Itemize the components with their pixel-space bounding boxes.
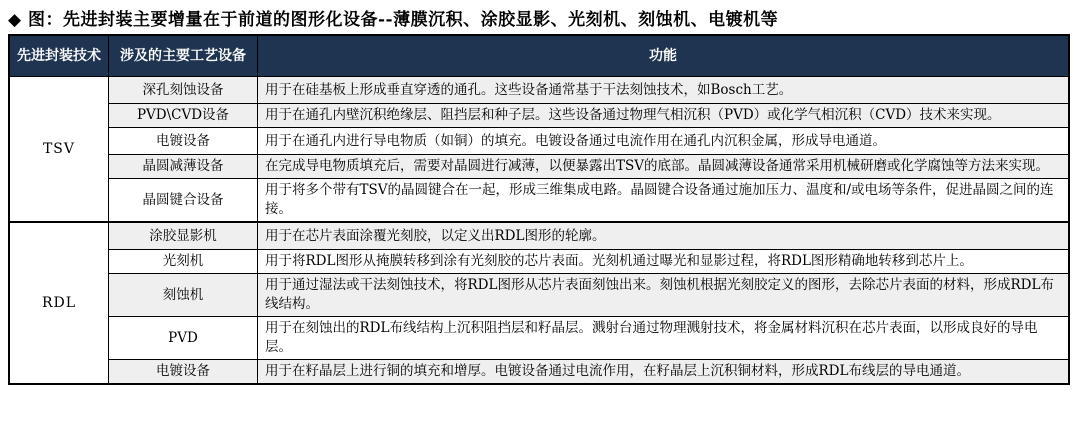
tech-group-rdl: RDL — [9, 222, 109, 384]
function-cell: 用于将多个带有TSV的晶圆键合在一起，形成三维集成电路。晶圆键合设备通过施加压力、温度和/或电场等条件，促进晶圆之间的连接。 — [258, 179, 1070, 223]
equipment-cell: 深孔刻蚀设备 — [109, 77, 258, 104]
equipment-cell: 电镀设备 — [109, 360, 258, 385]
equipment-cell: PVD — [109, 317, 258, 360]
function-cell: 用于在芯片表面涂覆光刻胶，以定义出RDL图形的轮廓。 — [258, 222, 1070, 250]
table-row — [9, 317, 1069, 360]
table-body — [9, 77, 1069, 385]
table-row — [9, 128, 1069, 155]
table-row — [9, 250, 1069, 274]
figure-title: ◆ 图：先进封装主要增量在于前道的图形化设备--薄膜沉积、涂胶显影、光刻机、刻蚀机、电镀机等 — [8, 10, 779, 30]
function-cell: 用于将RDL图形从掩膜转移到涂有光刻胶的芯片表面。光刻机通过曝光和显影过程，将RDL图形精确地转移到芯片上。 — [258, 250, 1070, 274]
header-cell-equipment: 涉及的主要工艺设备 — [109, 35, 258, 77]
table-row — [9, 222, 1069, 250]
function-cell: 用于在通孔内壁沉积绝缘层、阻挡层和种子层。这些设备通过物理气相沉积（PVD）或化学气相沉积（CVD）技术来实现。 — [258, 104, 1070, 128]
table-row — [9, 77, 1069, 104]
equipment-cell: 晶圆键合设备 — [109, 179, 258, 223]
table-row — [9, 274, 1069, 317]
table-row — [9, 104, 1069, 128]
equipment-cell: PVD\CVD设备 — [109, 104, 258, 128]
table-row — [9, 179, 1069, 223]
function-cell: 用于在硅基板上形成垂直穿透的通孔。这些设备通常基于干法刻蚀技术，如Bosch工艺。 — [258, 77, 1070, 104]
equipment-cell: 光刻机 — [109, 250, 258, 274]
equipment-cell: 电镀设备 — [109, 128, 258, 155]
equipment-cell: 晶圆减薄设备 — [109, 155, 258, 179]
header-cell-tech: 先进封装技术 — [9, 35, 109, 77]
advanced-packaging-equipment-table — [8, 34, 1070, 385]
function-cell: 在完成导电物质填充后，需要对晶圆进行减薄，以便暴露出TSV的底部。晶圆减薄设备通常采用机械研磨或化学腐蚀等方法来实现。 — [258, 155, 1070, 179]
table-row — [9, 360, 1069, 385]
function-cell: 用于在通孔内进行导电物质（如铜）的填充。电镀设备通过电流作用在通孔内沉积金属，形成导电通道。 — [258, 128, 1070, 155]
table-header — [9, 35, 1069, 77]
equipment-cell: 涂胶显影机 — [109, 222, 258, 250]
header-row — [9, 35, 1069, 77]
equipment-cell: 刻蚀机 — [109, 274, 258, 317]
table-row — [9, 155, 1069, 179]
header-cell-function: 功能 — [258, 35, 1070, 77]
function-cell: 用于在籽晶层上进行铜的填充和增厚。电镀设备通过电流作用，在籽晶层上沉积铜材料，形成RDL布线层的导电通道。 — [258, 360, 1070, 385]
function-cell: 用于在刻蚀出的RDL布线结构上沉积阻挡层和籽晶层。溅射台通过物理溅射技术，将金属材料沉积在芯片表面，以形成良好的导电层。 — [258, 317, 1070, 360]
tech-group-tsv: TSV — [9, 77, 109, 223]
function-cell: 用于通过湿法或干法刻蚀技术，将RDL图形从芯片表面刻蚀出来。刻蚀机根据光刻胶定义的图形，去除芯片表面的材料，形成RDL布线结构。 — [258, 274, 1070, 317]
